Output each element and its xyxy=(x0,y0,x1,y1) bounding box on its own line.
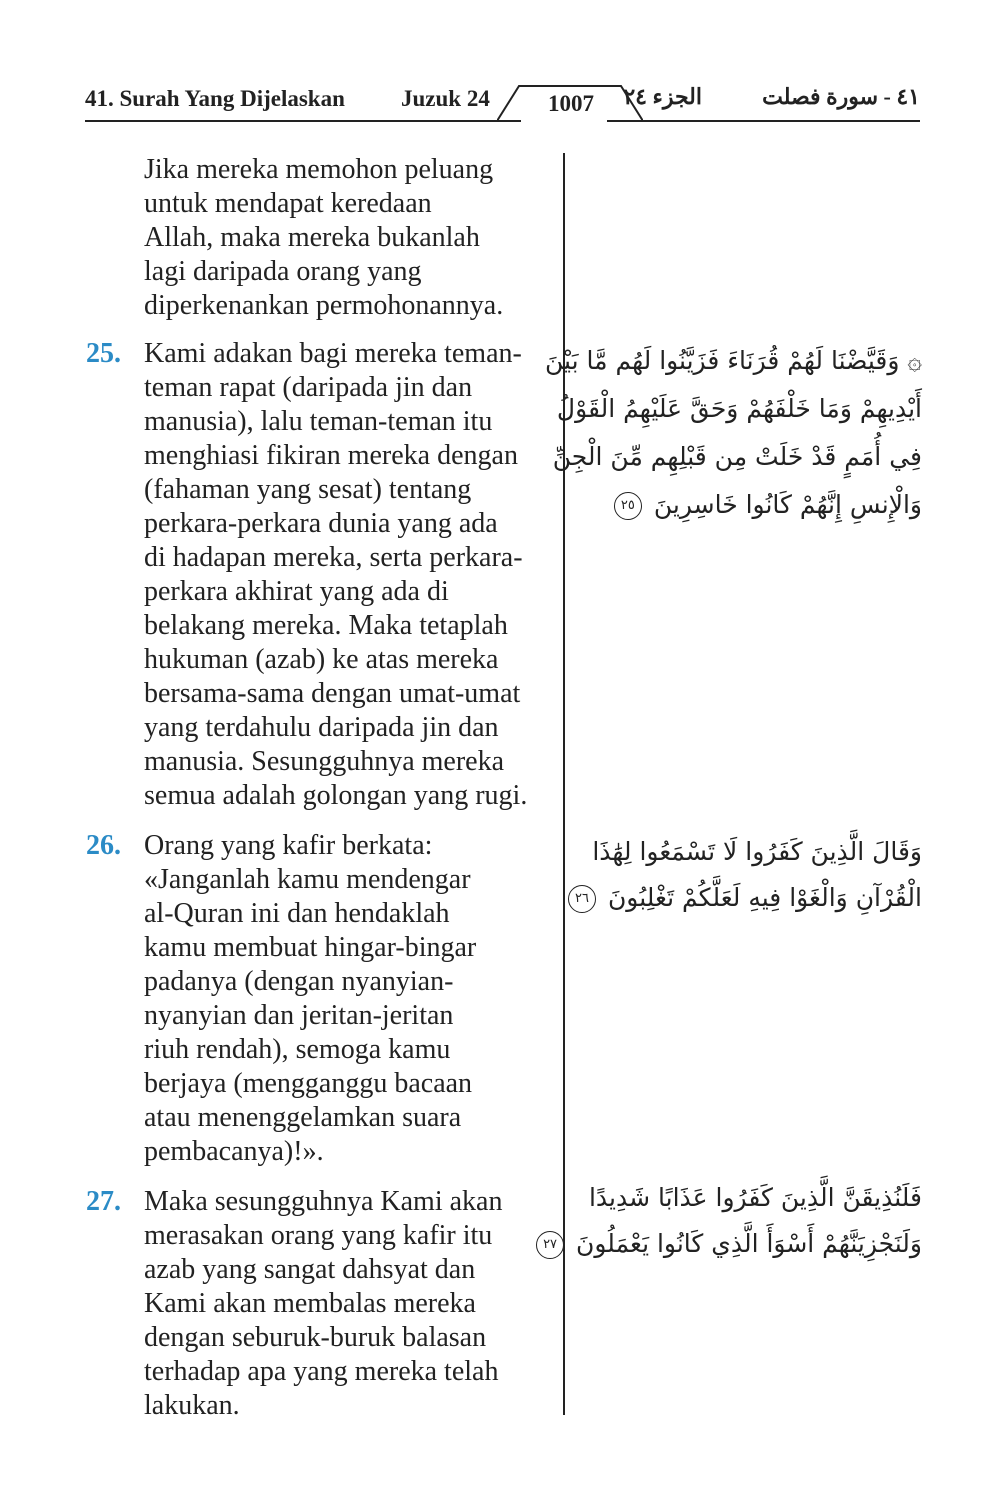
verse-number-25: 25. xyxy=(86,338,121,369)
text-line: pembacanya)!». xyxy=(144,1136,324,1167)
verse-25-arabic xyxy=(545,337,922,529)
continuation-text xyxy=(144,153,503,323)
text-line: «Janganlah kamu mendengar xyxy=(144,864,471,895)
text-line: untuk mendapat keredaan xyxy=(144,188,432,219)
text-line: diperkenankan permohonannya. xyxy=(144,290,504,321)
juzuk-label: Juzuk 24 xyxy=(401,86,490,111)
text-line: di hadapan mereka, serta perkara- xyxy=(144,542,523,573)
text-line: riuh rendah), semoga kamu xyxy=(144,1034,451,1065)
arabic-text: الْقُرْآنِ وَالْغَوْا فِيهِ لَعَلَّكُمْ تَغْلِبُونَ xyxy=(607,883,922,912)
verse-26-translation xyxy=(144,829,476,1169)
text-line: yang terdahulu daripada jin dan xyxy=(144,712,499,743)
text-line: atau menenggelamkan suara xyxy=(144,1102,462,1133)
header-rule-left xyxy=(85,120,521,122)
ayah-end-marker-icon: ٢٥ xyxy=(614,492,642,520)
text-line: (fahaman yang sesat) tentang xyxy=(144,474,472,505)
text-line: dengan seburuk-buruk balasan xyxy=(144,1322,487,1353)
text-line: bersama-sama dengan umat-umat xyxy=(144,678,521,709)
text-line: merasakan orang yang kafir itu xyxy=(144,1220,493,1251)
text-line: padanya (dengan nyanyian- xyxy=(144,966,454,997)
arabic-line xyxy=(543,1221,922,1267)
text-line: al-Quran ini dan hendaklah xyxy=(144,898,450,929)
page-number: 1007 xyxy=(548,91,594,116)
arabic-juz-label: الجزء ٢٤ xyxy=(623,84,702,109)
text-line: semua adalah golongan yang rugi. xyxy=(144,780,528,811)
arabic-text: وَالْإِنسِ إِنَّهُمْ كَانُوا خَاسِرِينَ xyxy=(653,490,922,519)
page-header xyxy=(85,86,920,122)
text-line: lagi daripada orang yang xyxy=(144,256,422,287)
text-line: Kami adakan bagi mereka teman- xyxy=(144,338,522,369)
text-line: Jika mereka memohon peluang xyxy=(144,154,494,185)
text-line: menghiasi fikiran mereka dengan xyxy=(144,440,518,471)
verse-25-translation xyxy=(144,337,527,813)
text-line: Orang yang kafir berkata: xyxy=(144,830,433,861)
text-line: Kami akan membalas mereka xyxy=(144,1288,476,1319)
text-line: Allah, maka mereka bukanlah xyxy=(144,222,480,253)
text-line: perkara akhirat yang ada di xyxy=(144,576,449,607)
text-line: Maka sesungguhnya Kami akan xyxy=(144,1186,503,1217)
arabic-surah-title: ٤١ - سورة فصلت xyxy=(762,84,920,109)
ayah-end-marker-icon: ٢٦ xyxy=(568,885,596,913)
verse-number-27: 27. xyxy=(86,1186,121,1217)
surah-title: 41. Surah Yang Dijelaskan xyxy=(85,86,345,111)
arabic-line: وَقَالَ الَّذِينَ كَفَرُوا لَا تَسْمَعُوا لِهَٰذَا xyxy=(592,837,922,866)
verse-26-arabic xyxy=(575,829,922,921)
ayah-end-marker-icon: ٢٧ xyxy=(536,1231,564,1259)
text-line: manusia. Sesungguhnya mereka xyxy=(144,746,505,777)
text-line: terhadap apa yang mereka telah xyxy=(144,1356,499,1387)
arabic-text: وَلَنَجْزِيَنَّهُمْ أَسْوَأَ الَّذِي كَانُوا يَعْمَلُونَ xyxy=(576,1229,922,1258)
verse-27-arabic xyxy=(543,1175,922,1267)
text-line: belakang mereka. Maka tetaplah xyxy=(144,610,508,641)
arabic-line xyxy=(575,875,922,921)
text-line: azab yang sangat dahsyat dan xyxy=(144,1254,476,1285)
arabic-line xyxy=(590,481,922,529)
header-rule-right xyxy=(607,120,920,122)
text-line: teman rapat (daripada jin dan xyxy=(144,372,473,403)
verse-27-translation xyxy=(144,1185,502,1423)
text-line: lakukan. xyxy=(144,1390,240,1421)
arabic-line: أَيْدِيهِمْ وَمَا خَلْفَهُمْ وَحَقَّ عَلَيْهِمُ الْقَوْلُ xyxy=(556,394,922,423)
text-line: kamu membuat hingar-bingar xyxy=(144,932,477,963)
arabic-line: فَلَنُذِيقَنَّ الَّذِينَ كَفَرُوا عَذَابًا شَدِيدًا xyxy=(588,1183,922,1212)
verse-number-26: 26. xyxy=(86,830,121,861)
arabic-line: ۞ وَقَيَّضْنَا لَهُمْ قُرَنَاءَ فَزَيَّنُوا لَهُم مَّا بَيْنَ xyxy=(545,346,922,375)
text-line: perkara-perkara dunia yang ada xyxy=(144,508,498,539)
text-line: manusia), lalu teman-teman itu xyxy=(144,406,493,437)
text-line: hukuman (azab) ke atas mereka xyxy=(144,644,499,675)
arabic-line: فِي أُمَمٍ قَدْ خَلَتْ مِن قَبْلِهِم مِّنَ الْجِنِّ xyxy=(552,442,922,471)
text-line: berjaya (mengganggu bacaan xyxy=(144,1068,473,1099)
text-line: nyanyian dan jeritan-jeritan xyxy=(144,1000,454,1031)
